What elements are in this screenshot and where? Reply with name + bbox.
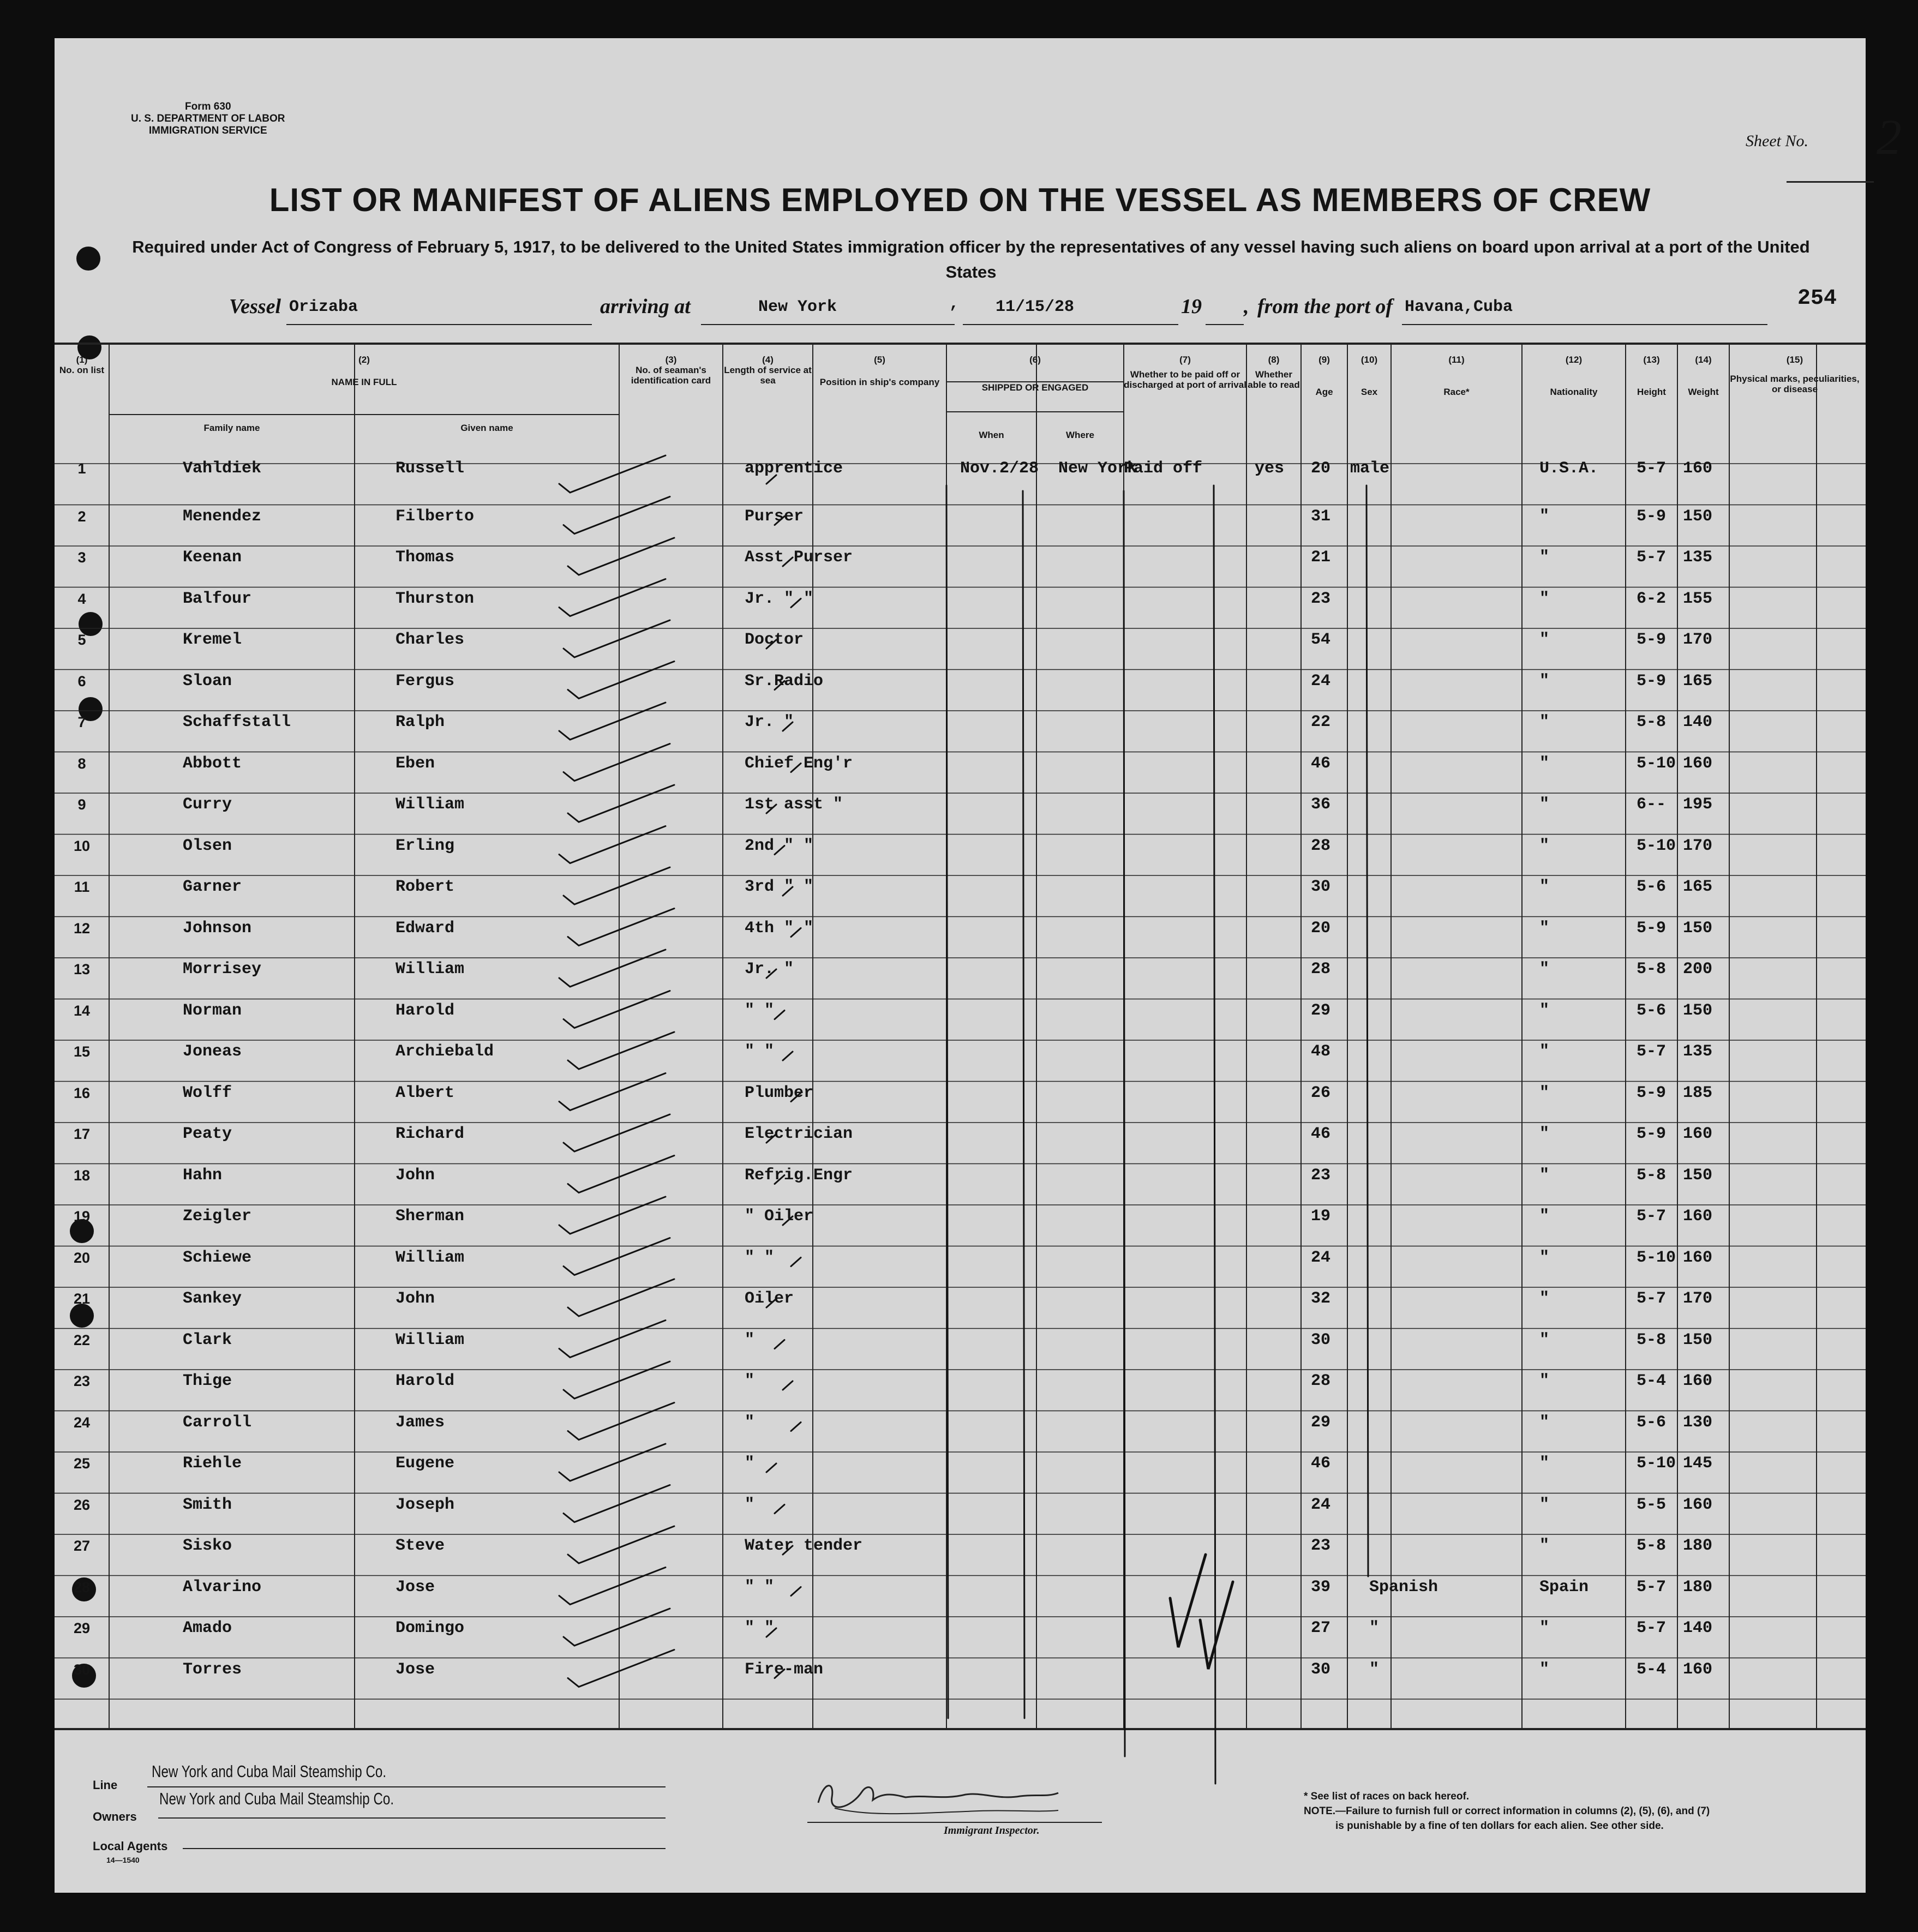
row-2-no: 2: [77, 508, 86, 525]
row-11-position: 3rd " ": [745, 878, 814, 896]
row-10-family: Olsen: [183, 836, 232, 855]
row-4-given: Thurston: [395, 589, 475, 608]
row-10-nationality: ": [1539, 836, 1550, 855]
row-7-nationality: ": [1539, 713, 1550, 731]
col-4-header: (4) Length of service at sea: [724, 355, 812, 386]
row-27-nationality: ": [1539, 1537, 1550, 1555]
row-30-family: Torres: [183, 1660, 242, 1679]
local-agents-label: Local Agents: [93, 1839, 168, 1853]
row-25-position: ": [745, 1454, 755, 1473]
row-10-height: 5-10: [1637, 836, 1676, 855]
owners-label: Owners: [93, 1810, 137, 1823]
row-10-age: 28: [1311, 836, 1331, 855]
row-11-height: 5-6: [1637, 878, 1667, 896]
row-12-family: Johnson: [183, 919, 252, 938]
row-6-position: Sr.Radio: [745, 671, 824, 691]
row-27-no: 27: [73, 1538, 91, 1554]
row-2-weight: 150: [1683, 507, 1713, 526]
row-26-no: 26: [73, 1496, 91, 1513]
row-9-given: William: [395, 795, 465, 814]
document-title: LIST OR MANIFEST OF ALIENS EMPLOYED ON THE VESSEL AS MEMBERS OF CREW: [269, 182, 1651, 218]
row-18-position: Refrig.Engr: [745, 1166, 853, 1185]
row-23-weight: 160: [1683, 1372, 1713, 1390]
row-2-nationality: ": [1539, 507, 1550, 526]
row-4-nationality: ": [1539, 589, 1550, 608]
row-27-age: 23: [1311, 1537, 1331, 1555]
row-13-age: 28: [1311, 960, 1331, 979]
row-15-age: 48: [1311, 1042, 1331, 1061]
row-20-family: Schiewe: [183, 1248, 252, 1267]
row-3-age: 21: [1311, 548, 1331, 567]
vessel-name: Orizaba: [289, 298, 358, 316]
row-2-height: 5-9: [1637, 507, 1667, 526]
row-14-height: 5-6: [1637, 1001, 1667, 1020]
row-27-position: Water tender: [745, 1537, 863, 1555]
row-16-given: Albert: [395, 1083, 455, 1102]
col-6-header: (6) SHIPPED OR ENGAGED: [981, 355, 1089, 393]
row-13-nationality: ": [1539, 960, 1550, 979]
fine-note-line-2: is punishable by a fine of ten dollars for each alien. See other side.: [1335, 1820, 1664, 1832]
row-21-family: Sankey: [183, 1289, 242, 1308]
form-code: 14—1540: [106, 1856, 140, 1864]
row-9-age: 36: [1311, 795, 1331, 814]
row-15-no: 15: [73, 1043, 91, 1060]
col-10-header: (10) Sex: [1360, 355, 1378, 397]
row-6-no: 6: [77, 673, 86, 689]
row-20-no: 20: [73, 1249, 91, 1266]
row-29-position: " ": [745, 1619, 775, 1637]
row-1-nationality: U.S.A.: [1539, 459, 1599, 478]
row-14-given: Harold: [395, 1001, 455, 1020]
row-16-weight: 185: [1683, 1083, 1713, 1102]
row-30-weight: 160: [1683, 1660, 1713, 1679]
row-12-nationality: ": [1539, 919, 1550, 938]
row-3-height: 5-7: [1637, 548, 1667, 567]
row-29-nationality: ": [1539, 1619, 1550, 1637]
row-1-no: 1: [77, 460, 86, 477]
row-22-weight: 150: [1683, 1330, 1713, 1349]
row-14-family: Norman: [183, 1001, 242, 1020]
row-5-weight: 170: [1683, 631, 1713, 649]
row-15-weight: 135: [1683, 1042, 1713, 1061]
col-12-header: (12) Nationality: [1550, 355, 1598, 397]
row-4-height: 6-2: [1637, 589, 1667, 608]
row-28-height: 5-7: [1637, 1577, 1667, 1597]
col-5-header: (5) Position in ship's company: [819, 355, 940, 387]
from-port-label: from the port of: [1257, 295, 1393, 318]
family-name-header: Family name: [203, 423, 260, 433]
row-12-weight: 150: [1683, 919, 1713, 938]
row-28-weight: 180: [1683, 1577, 1713, 1597]
row-3-family: Keenan: [183, 548, 242, 567]
row-14-age: 29: [1311, 1001, 1331, 1020]
row-26-age: 24: [1311, 1495, 1331, 1514]
col-15-header: (15) Physical marks, peculiarities, or disease: [1730, 355, 1860, 394]
row-22-age: 30: [1311, 1330, 1331, 1349]
row-19-height: 5-7: [1637, 1207, 1667, 1226]
row-21-no: 21: [73, 1291, 91, 1307]
row-24-weight: 130: [1683, 1413, 1713, 1432]
row-23-family: Thige: [183, 1372, 232, 1390]
row-3-nationality: ": [1539, 548, 1550, 567]
row-20-height: 5-10: [1637, 1248, 1676, 1267]
row-9-no: 9: [77, 796, 86, 813]
row-6-age: 24: [1311, 671, 1331, 691]
row-4-position: Jr. " ": [745, 589, 814, 608]
row-28-age: 39: [1311, 1577, 1331, 1597]
inspector-signature-icon: [802, 1770, 1107, 1825]
row-8-given: Eben: [395, 754, 435, 773]
row-18-nationality: ": [1539, 1166, 1550, 1185]
department-name: U. S. DEPARTMENT OF LABOR: [131, 113, 285, 124]
row-29-given: Domingo: [395, 1619, 465, 1637]
row-17-nationality: ": [1539, 1125, 1550, 1143]
sheet-number-label: Sheet No.: [1746, 132, 1808, 150]
row-19-weight: 160: [1683, 1207, 1713, 1226]
row-16-age: 26: [1311, 1083, 1331, 1102]
line-name: New York and Cuba Mail Steamship Co.: [152, 1762, 387, 1781]
row-24-height: 5-6: [1637, 1413, 1667, 1432]
row-18-weight: 150: [1683, 1166, 1713, 1185]
row-19-family: Zeigler: [183, 1207, 252, 1226]
row-12-no: 12: [73, 920, 91, 937]
row-7-height: 5-8: [1637, 713, 1667, 731]
row-23-given: Harold: [395, 1372, 455, 1390]
row-25-nationality: ": [1539, 1454, 1550, 1473]
row-16-position: Plumber: [745, 1083, 814, 1102]
service-name: IMMIGRATION SERVICE: [148, 125, 267, 136]
arrival-port: New York: [758, 298, 837, 316]
row-3-position: Asst Purser: [745, 548, 853, 567]
row-9-nationality: ": [1539, 795, 1550, 814]
row-17-height: 5-9: [1637, 1125, 1667, 1143]
row-8-family: Abbott: [183, 754, 242, 773]
row-30-nationality: ": [1539, 1660, 1550, 1679]
row-7-age: 22: [1311, 713, 1331, 731]
row-23-height: 5-4: [1637, 1372, 1667, 1390]
row-14-weight: 150: [1683, 1001, 1713, 1020]
row-18-age: 23: [1311, 1166, 1331, 1185]
row-10-weight: 170: [1683, 836, 1713, 855]
row-17-family: Peaty: [183, 1125, 232, 1143]
row-9-family: Curry: [183, 795, 232, 814]
row-22-given: William: [395, 1330, 465, 1349]
row-3-weight: 135: [1683, 548, 1713, 567]
row-13-height: 5-8: [1637, 960, 1667, 979]
row-6-family: Sloan: [183, 671, 232, 691]
row-10-position: 2nd " ": [745, 836, 814, 855]
row-23-position: ": [745, 1372, 755, 1390]
row-29-height: 5-7: [1637, 1619, 1667, 1637]
row-3-no: 3: [77, 549, 86, 566]
row-30-height: 5-4: [1637, 1660, 1667, 1679]
row-9-weight: 195: [1683, 795, 1713, 814]
races-note: * See list of races on back hereof.: [1304, 1791, 1470, 1802]
row-1-paid: Paid off: [1124, 459, 1203, 478]
col-7-header: (7) Whether to be paid off or discharged at port of arrival: [1124, 355, 1246, 390]
row-15-given: Archiebald: [395, 1042, 494, 1061]
row-26-nationality: ": [1539, 1495, 1550, 1514]
row-30-race: ": [1369, 1660, 1380, 1679]
row-1-given: Russell: [395, 459, 465, 478]
col-2-header: (2) NAME IN FULL: [331, 355, 397, 387]
row-10-given: Erling: [395, 836, 455, 855]
row-17-position: Electrician: [745, 1125, 853, 1143]
row-18-height: 5-8: [1637, 1166, 1667, 1185]
row-5-no: 5: [77, 632, 86, 648]
row-24-nationality: ": [1539, 1413, 1550, 1432]
row-27-given: Steve: [395, 1537, 445, 1555]
row-20-age: 24: [1311, 1248, 1331, 1267]
row-16-nationality: ": [1539, 1083, 1550, 1102]
row-8-age: 46: [1311, 754, 1331, 773]
row-6-nationality: ": [1539, 671, 1550, 691]
shipped-when-header: When: [979, 430, 1004, 440]
year-label: 19: [1181, 295, 1202, 318]
arrival-date: 11/15/28: [996, 298, 1075, 316]
shipped-where-header: Where: [1066, 430, 1094, 440]
row-2-age: 31: [1311, 507, 1331, 526]
row-1-family: Vahldiek: [183, 459, 262, 478]
row-22-family: Clark: [183, 1330, 232, 1349]
row-14-no: 14: [73, 1002, 91, 1019]
row-7-weight: 140: [1683, 713, 1713, 731]
row-5-age: 54: [1311, 631, 1331, 649]
row-1-position: apprentice: [745, 459, 843, 478]
row-27-weight: 180: [1683, 1537, 1713, 1555]
row-2-family: Menendez: [183, 507, 262, 526]
row-11-family: Garner: [183, 878, 242, 896]
row-6-weight: 165: [1683, 671, 1713, 691]
row-8-height: 5-10: [1637, 754, 1676, 773]
row-23-no: 23: [73, 1373, 91, 1389]
row-23-nationality: ": [1539, 1372, 1550, 1390]
row-14-position: " ": [745, 1001, 775, 1020]
row-13-weight: 200: [1683, 960, 1713, 979]
row-20-weight: 160: [1683, 1248, 1713, 1267]
row-16-family: Wolff: [183, 1083, 232, 1102]
row-28-no: 28: [73, 1579, 91, 1595]
row-29-weight: 140: [1683, 1619, 1713, 1637]
row-8-nationality: ": [1539, 754, 1550, 773]
row-25-family: Riehle: [183, 1454, 242, 1473]
row-11-age: 30: [1311, 878, 1331, 896]
row-26-weight: 160: [1683, 1495, 1713, 1514]
row-22-no: 22: [73, 1331, 91, 1348]
row-4-weight: 155: [1683, 589, 1713, 608]
row-26-family: Smith: [183, 1495, 232, 1514]
col-14-header: (14) Weight: [1688, 355, 1719, 397]
row-17-age: 46: [1311, 1125, 1331, 1143]
row-1-sex: male: [1350, 459, 1390, 478]
manifest-sheet: Form 630 U. S. DEPARTMENT OF LABOR IMMIGRATION SERVICE Sheet No. 2 LIST OR MANIFEST OF ALIENS EMPLOYED ON THE VESSEL AS MEMBERS OF CREW Required under Act of Congress of February 5, 1917, to be delivered to the United States immigration officer by the representatives of any vessel having such aliens on board upon arrival at a port of the United States Vessel Orizaba arriving at New York , 11/15/28 19 , from the port of Havana,Cuba 254 (1) No. on list (2) NAME IN FULL Family name Given name (3) No. of seaman's identification card (4) Length of service at sea (5) Position in ship's company (6) SHIPPED OR ENGAGED When Where (7) Whether to be paid off or discharged at port of arrival (8) Whether able to read (9) Age (10) Sex (11) Race* (12) Nationality (13) Height (14) Weight (15) Physical marks, peculiarities, or disease 1 Vahldiek Russell apprentice Nov.2/28 New York Paid off yes 20 male U.S.A. 5-7 160 2 Menendez Filberto Purser 31 " 5-9 150 3 Keenan Thomas Asst Purser 21 " 5-7 135 4 Balfour Thurston Jr. " " 23 " 6-2 155 5 Kremel Charles Doctor 54 " 5-9 170 6 Sloan Fergus Sr.Radio 24 " 5-9 165 7 Schaffstall Ralph Jr. " 22 " 5-8 140 8 Abbott Eben Chief Eng'r 46 " 5-10 160 9 Curry William 1st asst " 36 " 6-- 195 10 Olsen Erling 2nd " " 28 " 5-10 170 11 Garner Robert 3rd " " 30 " 5-6 165 12 Johnson Edward 4th " " 20 " 5-9 150 13 Morrisey William Jr. " 28 " 5-8 200 14 Norman Harold " " 29 " 5-6 150 15 Joneas Archiebald " " 48 " 5-7 135 16 Wolff Albert Plumber 26 " 5-9 185 17 Peaty Richard Electrician 46 " 5-9 160 18 Hahn John Refrig.Engr 23 " 5-8 150 19 Zeigler Sherman " Oiler 19 " 5-7 160 20 Schiewe William " " 24 " 5-10 160 21 Sankey John Oiler 32 " 5-7 170 22 Clark William " 30 " 5-8 150 23 Thige Harold " 28 " 5-4 160 24 Carroll James " 29 " 5-6 130 25 Riehle Eugene " 46 " 5-10 145 26 Smith Joseph " 24 " 5-5 160 27 Sisko Steve Water tender 23 " 5-8 180 28 Alvarino Jose " " 39 Spanish Spain 5-7 180 29 Amado Domingo " " 27 " " 5-7 140 30 Torres Jose Fire-man 30 " " 5-4 160 Line New York and Cuba Mail Steamship Co. Owners New York and Cuba Mail Steamship Co. Local Agents 14—1540 Immigrant Inspector. * See list of races on back hereof. NOTE.—Failure to furnish full or correct information in columns (2), (5), (6), and (7) is punishable by a fine of ten dollars for each alien. See other side.: [55, 38, 1866, 1893]
row-1-read: yes: [1255, 459, 1285, 478]
row-7-position: Jr. ": [745, 713, 794, 731]
row-1-weight: 160: [1683, 459, 1713, 478]
row-4-no: 4: [77, 590, 86, 607]
col-9-header: (9) Age: [1315, 355, 1333, 397]
row-21-nationality: ": [1539, 1289, 1550, 1308]
row-12-age: 20: [1311, 919, 1331, 938]
row-6-given: Fergus: [395, 671, 455, 691]
row-16-no: 16: [73, 1084, 91, 1101]
row-6-height: 5-9: [1637, 671, 1667, 691]
row-2-given: Filberto: [395, 507, 475, 526]
row-10-no: 10: [73, 837, 91, 854]
document-subtitle: Required under Act of Congress of February 5, 1917, to be delivered to the United States immigration officer by the representatives of any vessel having such aliens on board upon arrival at a port of the United States: [132, 237, 1810, 281]
row-15-position: " ": [745, 1042, 775, 1061]
row-14-nationality: ": [1539, 1001, 1550, 1020]
row-17-given: Richard: [395, 1125, 465, 1143]
row-19-nationality: ": [1539, 1207, 1550, 1226]
row-25-no: 25: [73, 1455, 91, 1472]
row-24-age: 29: [1311, 1413, 1331, 1432]
row-27-family: Sisko: [183, 1537, 232, 1555]
row-8-position: Chief Eng'r: [745, 754, 853, 773]
row-11-no: 11: [74, 879, 90, 895]
row-21-height: 5-7: [1637, 1289, 1667, 1308]
row-19-age: 19: [1311, 1207, 1331, 1226]
row-4-age: 23: [1311, 589, 1331, 608]
row-21-age: 32: [1311, 1289, 1331, 1308]
page-number: 254: [1797, 286, 1837, 311]
row-5-given: Charles: [395, 631, 465, 649]
row-27-height: 5-8: [1637, 1537, 1667, 1555]
row-1-where: New York: [1058, 459, 1137, 478]
row-7-family: Schaffstall: [183, 713, 291, 731]
row-11-nationality: ": [1539, 878, 1550, 896]
row-22-position: ": [745, 1330, 755, 1349]
row-25-given: Eugene: [395, 1454, 455, 1473]
row-30-no: 30: [73, 1661, 91, 1678]
col-8-header: (8) Whether able to read: [1248, 355, 1300, 390]
departure-port: Havana,Cuba: [1405, 298, 1513, 316]
row-28-nationality: Spain: [1539, 1577, 1589, 1597]
row-29-no: 29: [73, 1620, 91, 1636]
row-5-height: 5-9: [1637, 631, 1667, 649]
row-9-position: 1st asst ": [745, 795, 843, 814]
col-13-header: (13) Height: [1637, 355, 1666, 397]
row-7-given: Ralph: [395, 713, 445, 731]
row-22-nationality: ": [1539, 1330, 1550, 1349]
row-17-no: 17: [73, 1126, 91, 1142]
row-29-age: 27: [1311, 1619, 1331, 1637]
row-21-position: Oiler: [745, 1289, 794, 1308]
row-24-family: Carroll: [183, 1413, 252, 1432]
row-28-position: " ": [745, 1577, 775, 1597]
owners-name: New York and Cuba Mail Steamship Co.: [159, 1789, 394, 1808]
row-13-given: William: [395, 960, 465, 979]
row-11-given: Robert: [395, 878, 455, 896]
row-9-height: 6--: [1637, 795, 1667, 814]
row-7-no: 7: [77, 714, 86, 730]
inspector-label: Immigrant Inspector.: [944, 1825, 1040, 1837]
row-13-family: Morrisey: [183, 960, 262, 979]
row-4-family: Balfour: [183, 589, 252, 608]
row-25-age: 46: [1311, 1454, 1331, 1473]
row-13-position: Jr. ": [745, 960, 794, 979]
row-19-given: Sherman: [395, 1207, 465, 1226]
row-25-weight: 145: [1683, 1454, 1713, 1473]
row-8-no: 8: [77, 755, 86, 772]
row-21-given: John: [395, 1289, 435, 1308]
row-29-race: ": [1369, 1619, 1380, 1637]
row-25-height: 5-10: [1637, 1454, 1676, 1473]
row-12-given: Edward: [395, 919, 455, 938]
row-24-position: ": [745, 1413, 755, 1432]
row-20-nationality: ": [1539, 1248, 1550, 1267]
row-15-height: 5-7: [1637, 1042, 1667, 1061]
row-20-position: " ": [745, 1248, 775, 1267]
row-21-weight: 170: [1683, 1289, 1713, 1308]
row-18-no: 18: [73, 1167, 91, 1184]
row-30-position: Fire-man: [745, 1660, 824, 1679]
row-19-no: 19: [73, 1208, 91, 1225]
col-1-header: (1) No. on list: [59, 355, 105, 375]
row-15-nationality: ": [1539, 1042, 1550, 1061]
given-name-header: Given name: [460, 423, 513, 433]
row-2-position: Purser: [745, 507, 804, 526]
row-28-given: Jose: [395, 1577, 435, 1597]
form-number: Form 630: [185, 101, 231, 112]
row-26-height: 5-5: [1637, 1495, 1667, 1514]
col-11-header: (11) Race*: [1443, 355, 1470, 397]
row-12-position: 4th " ": [745, 919, 814, 938]
row-20-given: William: [395, 1248, 465, 1267]
row-23-age: 28: [1311, 1372, 1331, 1390]
row-1-when: Nov.2/28: [960, 459, 1039, 478]
row-12-height: 5-9: [1637, 919, 1667, 938]
row-24-given: James: [395, 1413, 445, 1432]
row-18-given: John: [395, 1166, 435, 1185]
row-5-family: Kremel: [183, 631, 242, 649]
row-22-height: 5-8: [1637, 1330, 1667, 1349]
row-19-position: " Oiler: [745, 1207, 814, 1226]
row-5-position: Doctor: [745, 631, 804, 649]
row-30-given: Jose: [395, 1660, 435, 1679]
row-16-height: 5-9: [1637, 1083, 1667, 1102]
col-3-header: (3) No. of seaman's identification card: [631, 355, 711, 386]
row-5-nationality: ": [1539, 631, 1550, 649]
row-8-weight: 160: [1683, 754, 1713, 773]
row-13-no: 13: [73, 961, 91, 977]
line-label: Line: [93, 1778, 118, 1792]
row-24-no: 24: [73, 1414, 91, 1431]
vessel-label: Vessel: [229, 295, 281, 318]
row-1-age: 20: [1311, 459, 1331, 478]
sheet-number: 2: [1877, 109, 1902, 165]
row-29-family: Amado: [183, 1619, 232, 1637]
row-26-position: ": [745, 1495, 755, 1514]
row-11-weight: 165: [1683, 878, 1713, 896]
row-17-weight: 160: [1683, 1125, 1713, 1143]
fine-note-line-1: NOTE.—Failure to furnish full or correct information in columns (2), (5), (6), and (7): [1304, 1805, 1710, 1817]
row-18-family: Hahn: [183, 1166, 223, 1185]
manifest-grid-lines: [55, 38, 1866, 1893]
row-30-age: 30: [1311, 1660, 1331, 1679]
row-28-family: Alvarino: [183, 1577, 262, 1597]
arriving-label: arriving at: [600, 295, 691, 318]
row-28-race: Spanish: [1369, 1577, 1439, 1597]
row-15-family: Joneas: [183, 1042, 242, 1061]
row-3-given: Thomas: [395, 548, 455, 567]
row-26-given: Joseph: [395, 1495, 455, 1514]
row-1-height: 5-7: [1637, 459, 1667, 478]
